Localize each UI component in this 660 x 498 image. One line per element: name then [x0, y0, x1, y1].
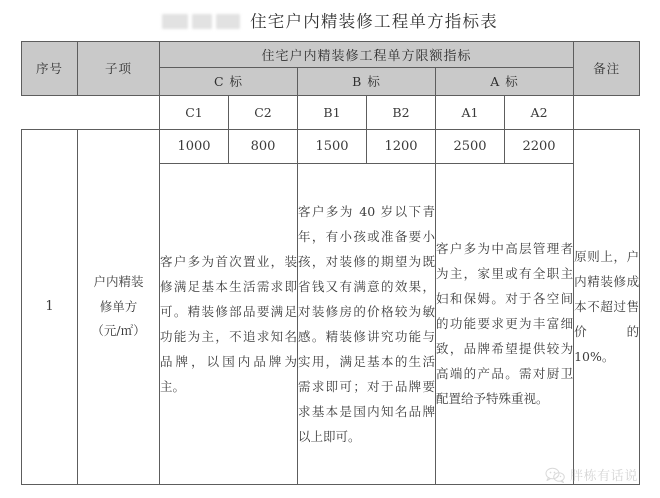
subitem-line-3: （元/㎡）: [91, 322, 146, 338]
level-row: [22, 95, 640, 129]
subitem-line-1: 户内精装: [93, 274, 144, 290]
level-b2: B2: [367, 95, 436, 129]
value-b1: 1500: [298, 129, 367, 163]
level-a2: A2: [505, 95, 574, 129]
description-grade-a: 客户多为中高层管理者为主，家里或有全职主妇和保姆。对于各空间的功能要求更为丰富细致，品牌希望提供较为高端的产品。需对厨卫配置给予特殊重视。: [436, 163, 574, 484]
value-row: [22, 129, 640, 163]
redaction-block-2: [192, 14, 212, 29]
level-c1: C1: [160, 95, 229, 129]
subitem-line-2: 修单方: [99, 298, 138, 314]
row-index: 1: [22, 129, 78, 484]
level-a1: A1: [436, 95, 505, 129]
header-row-1: [22, 42, 640, 68]
row-remark: 原则上，户内精装修成本不超过售价的 10%。: [574, 129, 640, 484]
value-a2: 2200: [505, 129, 574, 163]
header-subitem: 子项: [78, 42, 160, 96]
redaction-block-1: [162, 14, 188, 29]
watermark-text: 胖栋有话说: [569, 469, 638, 484]
redaction-block-3: [216, 14, 240, 29]
value-c1: 1000: [160, 129, 229, 163]
header-grade-a: A 标: [436, 67, 574, 95]
redacted-logo-block: [162, 14, 240, 29]
indicator-table: [21, 41, 640, 485]
document-title-row: [0, 0, 660, 40]
value-a1: 2500: [436, 129, 505, 163]
page-title: 住宅户内精装修工程单方指标表: [250, 12, 498, 31]
header-group-title: 住宅户内精装修工程单方限额指标: [160, 42, 574, 68]
header-remark: 备注: [574, 42, 640, 96]
header-index: 序号: [22, 42, 78, 96]
header-grade-c: C 标: [160, 67, 298, 95]
description-grade-b: 客户多为 40 岁以下青年，有小孩或准备要小孩，对装修的期望为既省钱又有满意的效果，对装修房的价格较为敏感。精装修讲究功能与实用，满足基本的生活需求即可；对于品牌要求基本是国内知名品牌以上即可。: [298, 163, 436, 484]
row-subitem: [78, 129, 160, 484]
header-grade-b: B 标: [298, 67, 436, 95]
level-b1: B1: [298, 95, 367, 129]
description-grade-c: 客户多为首次置业，装修满足基本生活需求即可。精装修部品要满足功能为主，不追求知名品牌，以国内品牌为主。: [160, 163, 298, 484]
level-c2: C2: [229, 95, 298, 129]
value-c2: 800: [229, 129, 298, 163]
value-b2: 1200: [367, 129, 436, 163]
indicator-table-wrapper: [21, 41, 639, 485]
